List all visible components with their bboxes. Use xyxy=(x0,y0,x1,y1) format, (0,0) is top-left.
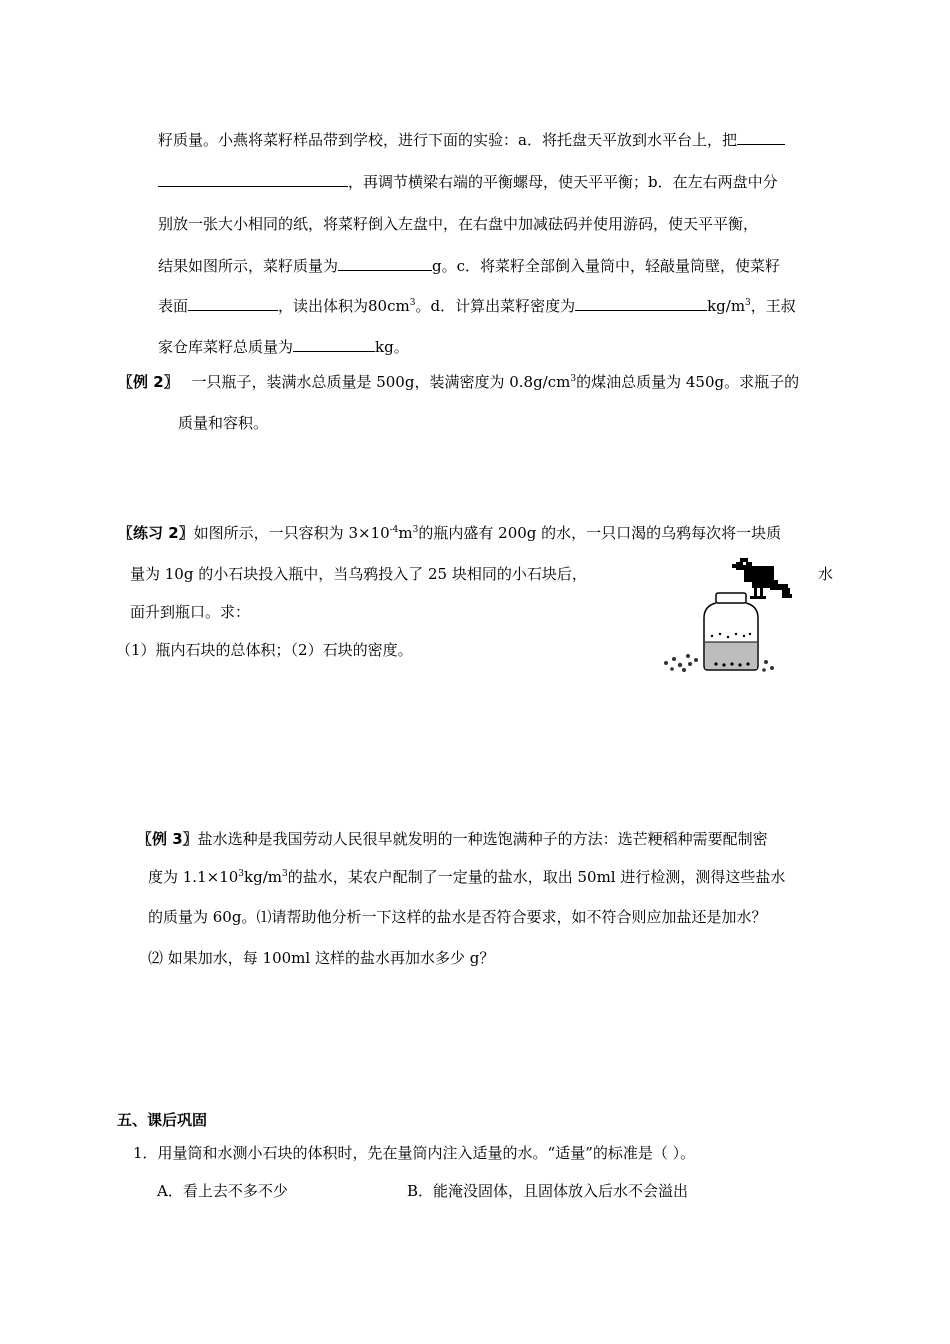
ex2-text: 质量和容积。 xyxy=(178,414,269,432)
ex3-text: 的盐水，某农户配制了一定量的盐水，取出 50ml 进行检测，测得这些盐水 xyxy=(287,868,786,886)
p1-line-3 xyxy=(158,214,758,234)
p1-text: 。d．计算出菜籽密度为 xyxy=(415,297,576,315)
p1-text: g。c．将菜籽全部倒入量筒中，轻敲量筒壁，使菜籽 xyxy=(432,257,781,275)
ex3-text: kg/m xyxy=(244,868,282,886)
section-heading: 五、课后巩固 xyxy=(117,1111,208,1129)
ex2-text: 一只瓶子，装满水总质量是 500g，装满密度为 0.8g/cm xyxy=(191,373,571,391)
answer-blank[interactable] xyxy=(188,296,278,311)
p1-line-6 xyxy=(158,337,409,357)
superscript: 3 xyxy=(412,525,419,535)
answer-blank[interactable] xyxy=(338,256,432,271)
p1-text: ，读出体积为80cm xyxy=(278,297,410,315)
ex2-tag: 〖例 2〗 xyxy=(118,373,179,391)
p1-text: 表面 xyxy=(158,297,189,315)
p1-line-5 xyxy=(158,296,796,316)
p1-line-4 xyxy=(158,256,780,276)
superscript: 3 xyxy=(238,869,245,879)
p1-text: 别放一张大小相同的纸，将菜籽倒入左盘中，在右盘中加减砝码并使用游码，使天平平衡， xyxy=(158,215,759,233)
ex2-line-2 xyxy=(178,413,268,433)
superscript: 3 xyxy=(570,374,577,384)
p1-text: 籽质量。小燕将菜籽样品带到学校，进行下面的实验：a．将托盘天平放到水平台上，把 xyxy=(158,131,737,149)
ex3-line-1 xyxy=(137,829,768,849)
ex2-text: 的煤油总质量为 450g。求瓶子的 xyxy=(576,373,800,391)
answer-blank[interactable] xyxy=(158,172,348,187)
ex3-text: ⑵ 如果加水，每 100ml 这样的盐水再加水多少 g？ xyxy=(148,949,495,967)
ex3-text: 度为 1.1×10 xyxy=(148,868,239,886)
answer-blank[interactable] xyxy=(575,296,707,311)
pr2-line-2 xyxy=(130,564,587,584)
pr2-tag: 〖练习 2〗 xyxy=(118,524,194,542)
option-a: A．看上去不多不少 xyxy=(157,1182,288,1200)
ex3-line-4 xyxy=(148,948,494,968)
p1-text: kg/m xyxy=(707,297,746,315)
p1-text: ，王叔 xyxy=(750,297,796,315)
pr2-line-3 xyxy=(130,602,250,622)
ex3-text: 盐水选种是我国劳动人民很早就发明的一种选饱满种子的方法：选芒粳稻种需要配制密 xyxy=(197,830,768,848)
question-1: 1．用量筒和水测小石块的体积时，先在量筒内注入适量的水。“适量”的标准是（ ）。 xyxy=(133,1144,696,1162)
ex3-tag: 〖例 3〗 xyxy=(137,830,198,848)
pr2-line-2-end xyxy=(818,564,833,584)
p1-line-1 xyxy=(158,130,785,150)
pr2-text: m xyxy=(398,524,413,542)
pr2-text: 量为 10g 的小石块投入瓶中，当乌鸦投入了 25 块相同的小石块后， xyxy=(130,565,587,583)
pr2-text: 如图所示，一只容积为 3×10 xyxy=(193,524,390,542)
p1-text: ，再调节横梁右端的平衡螺母，使天平平衡；b．在左右两盘中分 xyxy=(348,173,778,191)
p1-text: kg。 xyxy=(375,338,409,356)
superscript: 3 xyxy=(409,298,416,308)
superscript: 3 xyxy=(281,869,288,879)
pr2-line-4 xyxy=(116,640,413,660)
crow-jar-illustration xyxy=(660,550,810,680)
ex2-line-1 xyxy=(118,372,799,392)
superscript: -4 xyxy=(389,525,399,535)
pr2-text: 水 xyxy=(818,565,834,583)
pr2-text: 面升到瓶口。求： xyxy=(130,603,251,621)
superscript: 3 xyxy=(745,298,751,308)
pr2-line-1 xyxy=(118,523,781,543)
answer-blank[interactable] xyxy=(737,130,785,145)
ex3-text: 的质量为 60g。⑴请帮助他分析一下这样的盐水是否符合要求，如不符合则应加盐还是加水？ xyxy=(148,908,767,926)
p1-line-2 xyxy=(158,172,778,192)
answer-blank[interactable] xyxy=(293,337,375,352)
option-b: B．能淹没固体，且固体放入后水不会溢出 xyxy=(407,1182,689,1200)
pr2-text: 的瓶内盛有 200g 的水，一只口渴的乌鸦每次将一块质 xyxy=(418,524,782,542)
ex3-line-2 xyxy=(148,867,785,887)
p1-text: 家仓库菜籽总质量为 xyxy=(158,338,294,356)
ex3-line-3 xyxy=(148,907,766,927)
pr2-text: （1）瓶内石块的总体积；（2）石块的密度。 xyxy=(116,641,413,659)
p1-text: 结果如图所示，菜籽质量为 xyxy=(158,257,339,275)
